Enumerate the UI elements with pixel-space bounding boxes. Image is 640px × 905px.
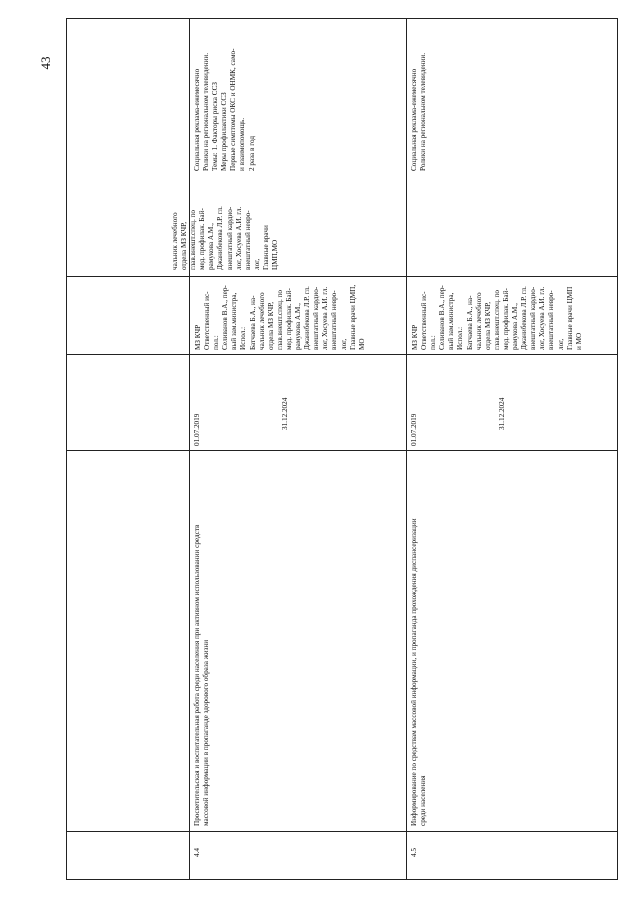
table-row — [406, 18, 618, 276]
table-row — [189, 18, 406, 276]
table-row — [406, 831, 618, 880]
start-date-wrapper — [189, 354, 249, 450]
table-row — [189, 450, 406, 831]
end-date-cell: 31.12.2024 — [498, 397, 506, 430]
table-row — [406, 276, 618, 354]
rotated-table — [66, 18, 618, 880]
start-date-cell: 01.07.2019 — [410, 413, 418, 446]
table-row — [189, 831, 406, 880]
row-number-cell: 4.4 — [193, 848, 201, 857]
page-number: 43 — [38, 56, 53, 70]
indicator-cell: Социальная реклама-ежемесячно Ролики на региональном телевидении. Темы: 1. Факторы риска ССЗ Меры профилактики ССЗ Первые симптомы ОКС и ОНМК, само- и взаимопомощь. 2 раза в год — [193, 48, 256, 171]
responsible-cell: МЗ КЧР Ответственный ис- пол.: Селиванов В.А., пер- вый зам.министра, Испол.: Батчаева Б.А., на- чальник лечебного отдела МЗ КЧР, глав.внешт.спец. по мед. профилак. Бай- рамукова А.М., Джанибекова Л.Р. гл. внештатный кардио- лог, Хосуева А.И. гл. внештатный невро- лог, Главные врачи ЦМП, МО — [194, 284, 366, 350]
start-date-cell: 01.07.2019 — [193, 413, 201, 446]
activity-cell: Просветительская и воспитательная работа среди населения при активном использовании средств массовой информации в пропаганде здорового образа жизни — [193, 524, 211, 826]
end-date-cell: 31.12.2024 — [281, 397, 289, 430]
responsible-cell: МЗ КЧР Ответственный ис- пол.: Селиванов В.А., пер- вый зам.министра, Испол.: Батчаева Б.А., на- чальник лечебного отдела МЗ КЧР, глав.внешт.спец. по мед. профилак. Бай- рамукова А.М., Джанибекова Л.Р. гл. внештатный кардио- лог, Хосуева А.И. гл. внештатный невро- лог, Главные врачи ЦМП и МО — [411, 285, 583, 350]
table-row — [189, 276, 406, 354]
indicator-cell: Социальная реклама-ежемесячно Ролики на региональном телевидении. — [410, 52, 428, 171]
activity-cell: Информирование по средствам массовой информации, и пропаганда прохождения диспансеризации среди населения — [410, 518, 428, 826]
responsible-cell: чальник лечебного отдела МЗ КЧР, глав.внешт.спец. по мед. профилак. Бай- рамукова А.М., Джанибекова Л.Р. гл. внештатный кардио- лог, Хосуева А.И. гл. внештатный невро- лог, Главные врачи ЦМП,МО — [171, 206, 280, 270]
row-number-cell: 4.5 — [410, 848, 418, 857]
start-date-wrapper — [406, 354, 466, 450]
table-row — [406, 450, 618, 831]
